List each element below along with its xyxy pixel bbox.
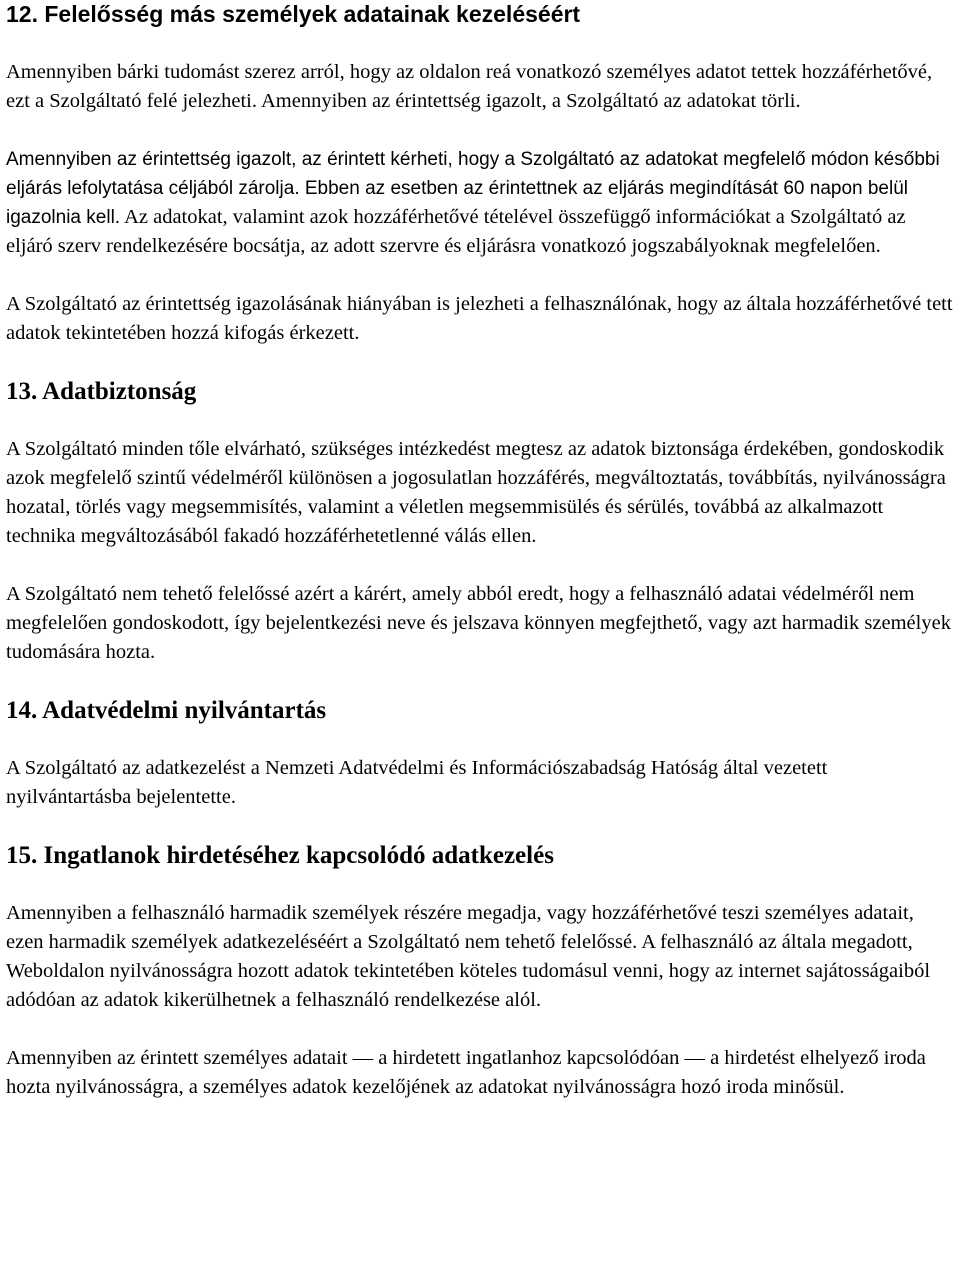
section-12-number: 12. [6, 1, 38, 27]
section-12-heading [6, 0, 956, 29]
section-14-paragraph-1: A Szolgáltató az adatkezelést a Nemzeti Adatvédelmi és Információszabadság Hatóság által vezetett nyilvántartásba bejelentette. [6, 757, 828, 808]
section-12-paragraph-2-sans: Amennyiben az érintettség igazolt, az érintett kérheti, hogy a Szolgáltató az adatokat megfelelő módon későbbi eljárás lefolytatása céljából zárolja. Ebben az esetben az érintettnek az eljárás megindítását 60 napon belül igazolnia kell. [6, 149, 940, 228]
section-15-title: Ingatlanok hirdetéséhez kapcsolódó adatkezelés [43, 842, 554, 869]
section-14-number: 14. [6, 697, 38, 724]
document-page [6, 0, 956, 1131]
section-13-number: 13. [6, 378, 38, 405]
section-13-paragraph-2: A Szolgáltató nem tehető felelőssé azért a kárért, amely abból eredt, hogy a felhasználó adatai védelméről nem megfelelően gondoskodott, így bejelentkezési neve és jelszava könnyen megfejthető, vagy azt harmadik személyek tudomására hozta. [6, 583, 951, 663]
section-15-paragraph-1: Amennyiben a felhasználó harmadik személyek részére megadja, vagy hozzáférhetővé teszi személyes adatait, ezen harmadik személyek adatkezeléséért a Szolgáltató nem tehető felelőssé. A felhasználó az általa megadott, Weboldalon nyilvánosságra hozott adatok tekintetében köteles tudomásul venni, hogy az internet sajátosságaiból adódóan az adatok kikerülhetnek a felhasználó rendelkezése alól. [6, 902, 931, 1011]
section-13-paragraph-1: A Szolgáltató minden tőle elvárható, szükséges intézkedést megtesz az adatok biztonsága érdekében, gondoskodik azok megfelelő szintű védelméről különösen a jogosulatlan hozzáférés, megváltoztatás, továbbítás, nyilvánosságra hozatal, törlés vagy megsemmisítés, valamint a véletlen megsemmisülés és sérülés, továbbá az alkalmazott technika megváltozásából fakadó hozzáférhetetlenné válás ellen. [6, 438, 946, 547]
section-15-heading [6, 841, 956, 870]
section-12-paragraph-1: Amennyiben bárki tudomást szerez arról, hogy az oldalon reá vonatkozó személyes adatot tettek hozzáférhetővé, ezt a Szolgáltató felé jelezheti. Amennyiben az érintettség igazolt, a Szolgáltató az adatokat törli. [6, 61, 933, 112]
section-14-heading [6, 696, 956, 725]
section-13-title: Adatbiztonság [42, 378, 197, 405]
section-12-title: Felelősség más személyek adatainak kezeléséért [44, 1, 581, 27]
section-15-paragraph-2: Amennyiben az érintett személyes adatait — a hirdetett ingatlanhoz kapcsolódóan — a hirdetést elhelyező iroda hozta nyilvánosságra, a személyes adatok kezelőjének az adatokat nyilvánosságra hozó iroda minősül. [6, 1047, 926, 1098]
section-13-heading [6, 377, 956, 406]
section-12-paragraph-2-serif: Az adatokat, valamint azok hozzáférhetővé tételével összefüggő információkat a Szolgáltató az eljáró szerv rendelkezésére bocsátja, az adott szervre és eljárásra vonatkozó jogszabályoknak megfelelően. [6, 206, 906, 257]
section-15-number: 15. [6, 842, 38, 869]
section-12-paragraph-2 [6, 145, 956, 261]
section-12-paragraph-3: A Szolgáltató az érintettség igazolásának hiányában is jelezheti a felhasználónak, hogy az általa hozzáférhetővé tett adatok tekintetében hozzá kifogás érkezett. [6, 293, 953, 344]
section-14-title: Adatvédelmi nyilvántartás [42, 697, 327, 724]
